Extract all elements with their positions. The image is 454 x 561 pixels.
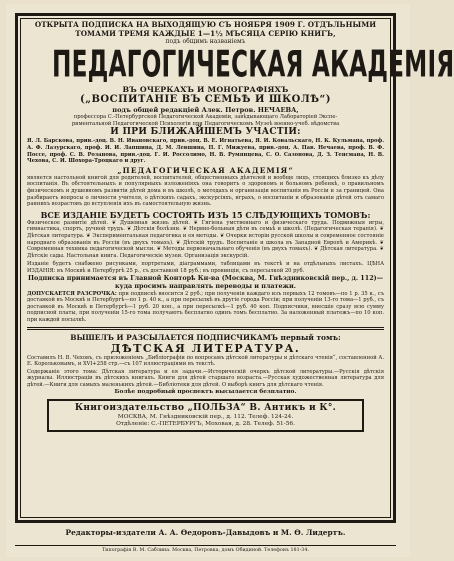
about-text: является настольной книгой для родителей, воспитателей, общественныхъ дѣятелей и вообще лицъ, стоящихъ близко къ дѣлу воспитанія. Въ обстоятельныхъ и популярныхъ изложеніяхъ она говоритъ о здоровомъ и больномъ ребенкѣ, о правильномъ физическомъ и душевномъ развитіи дѣтей дома и въ школѣ, о методахъ и организаціи воспитанія въ Россіи и за границей. Она разбираетъ вопросы о личности учителя, о дѣтскихъ садахъ, экскурсіяхъ, играхъ, о воспитаніи и образованіи дѣтей отъ самаго раннихъ возрастовъ до вступленія ихъ въ самостоятельную жизнь. (27, 174, 384, 208)
volumes-text: Физическое развитіе дѣтей. ❦ Душевная жизнь дѣтей. ❦ Гигіена умственнаго и физическаго труда. Подвижныя игры, гимнастика, спортъ, ручной трудъ. ❦ Дѣтскія болѣзни. ❦ Нервно-больныя дѣти въ семьѣ и школѣ. (Педагогическая терапія). ❦ Дѣтская литература. ❦ Экспериментальная педагогика и ея методы. ❦ Очерки исторіи русской школы и современное состояніе народнаго образованія въ Россіи (въ двухъ томахъ). ❦ Дѣтскій трудъ. Воспитаніе и школа въ Западной Европѣ и Америкѣ. ❦ Современная техника педагогической мысли. ❦ Методы первоначальнаго обученія (въ двухъ томахъ). ❦ Дѣтская литература. ❦ Дѣтскіе сады. Настольная книга. Педагогическіе музеи. Организація экскурсій. (27, 219, 384, 259)
pricing-text-1: Изданіе будетъ снабжено рисунками, портретами, діаграммами, таблицами въ текстѣ и на отдѣльныхъ листахъ. ЦѢНА ИЗДАНІЯ: въ Москвѣ и Петербургѣ 25 р., съ доставкой 18 руб.; въ провинціи, съ пересылкой 20 руб. (27, 261, 384, 274)
about-heading: „ПЕДАГОГИЧЕСКАЯ АКАДЕМІЯ“ (117, 165, 294, 175)
publisher-name: Книгоиздательство „ПОЛЬЗА“ В. Антикъ и К°. (74, 403, 337, 414)
participants-heading: И ПРИ БЛИЖАЙШЕМЪ УЧАСТІИ: (110, 127, 301, 138)
header-line-2: ТОМАМИ ТРЕМЯ КАЖДЫЕ 1—1½ МЪСЯЦА СЕРІЮ КНИГЪ, (75, 28, 336, 38)
poster-frame (15, 13, 454, 523)
editor-credentials (27, 114, 384, 127)
header-line-1: ОТКРЫТА ПОДПИСКА НА ВЫХОДЯЩУЮ СЪ НОЯБРЯ 1909 Г. ОТДЪЛЬНЫМИ (34, 20, 377, 29)
editors-line: Редакторы-издатели А. А. Ѳедоровъ-Давыдовъ и М. Ѳ. Лидертъ. (65, 528, 346, 537)
first-volume-text: Составилъ Н. В. Чеховъ, съ приложеніемъ „Библіографіи по вопросамъ дѣтской литературы и дѣтскаго чтенія“, составленной А. Е. Корольковымъ, и XVI+258 стр.—съ 107 иллюстраціями въ текстѣ. (27, 354, 384, 368)
editor-line-2: профессора С.-Петербургской Педагогической Академіи, завѣдывающаго Лабораторіей Экспе- (73, 114, 338, 121)
installment-text: при подпискѣ вносится 2 руб.; при полученіи каждаго изъ первыхъ 12 томовъ—по 1 р. 35 к., съ доставкой въ Москвѣ и Петербургѣ—по 1 р. 40 к., а при пересылкѣ въ другіе города Россіи; при полученіи 13-го тома—1 руб., съ доставкой въ Москвѣ и Петербургѣ—1 руб. 20 коп., а при пересылкѣ—1 руб. 40 коп. Подписчики, внесшіе сразу всю сумму подписной платы, при полученіи 15-го тома получаютъ бесплатно одинъ томъ бесплатно. За наложенный платежъ—по 10 коп. при каждой посылкѣ. (27, 290, 385, 324)
editor-line-1: подъ общей редакціей Алек. Петров. НЕЧАЕВА, (112, 106, 299, 115)
poster-sheet (6, 4, 454, 557)
editor-line-3: риментальной Педагогической Психологіи при Педагогическомъ Музеѣ военно-учеб. вѣдомства (71, 120, 340, 127)
main-title: ПЕДАГОГИЧЕСКАЯ АКАДЕМІЯ (51, 44, 454, 87)
volumes-heading: ВСЕ ИЗДАНІЕ БУДЕТЪ СОСТОЯТЬ ИЗЪ 15 СЛѢДУЮЩИХЪ ТОМОВЪ: (40, 209, 371, 220)
participants-text: Я. Л. Барскова, прив.-доц. В. Н. Ивановскаго, прив.-доц. В. Е. Игнатьева, Я. И. Ковальскаго, Н. К. Кульмана, проф. А. Ф. Лазурскаго, проф. И. И. Лапшина, Д. М. Левшина, П. Г. Мижуева, прив.-доц. А. Пав. Нечаева, проф. В. Ф. Поссе, проф. С. В. Розанова, прив.-доц. Г. И. Россолимо, Н. В. Румянцева, С. О. Сазонова, Д. З. Тенсмана, Н. В. Чехова, С. И. Шохора-Троцкаго и друг. (27, 138, 384, 165)
section-divider (27, 327, 384, 330)
first-volume-contents: Содержаніе этого тома: Дѣтская литература и ея задачи.—Историческій очеркъ дѣтской литературы.—Русскія дѣтскія журналы. Иллюстраціи въ дѣтскихъ книгахъ. Книги для дѣтей старшаго возраста.—Русская художественная литература для дѣтей.—Книги для самыхъ маленькихъ дѣтей.—Библіотеки для дѣтей. О выборѣ книгъ для дѣтскаго чтенія. (27, 368, 384, 388)
slogan: („ВОСПИТАНІЕ ВЪ СЕМЬѢ И ШКОЛѢ“) (79, 94, 332, 106)
in-essays-line: ВЪ ОЧЕРКАХЪ И МОНОГРАФІЯХЪ (122, 85, 289, 95)
publisher-box (47, 399, 364, 432)
subscription-header (27, 21, 384, 38)
installment-heading: ДОПУСКАЕТСЯ РАЗСРОЧКА: (27, 290, 117, 297)
publisher-address-1: МОСКВА, М. Гнѣздниковскій пер., д. 112. Телеф. 124-24. (117, 414, 294, 421)
first-volume-title: ДѢТСКАЯ ЛИТЕРАТУРА. (110, 341, 301, 355)
header-line-3: подъ общимъ названіемъ (165, 38, 246, 46)
first-volume-heading: ВЫШЕЛЪ И РАЗСЫЛАЕТСЯ ПОДПИСЧИКАМЪ первый томъ: (70, 332, 341, 342)
subscribe-heading: Подписка принимается въ Главной Конторѣ Кн-ва (Москва, М. Гнѣздниковскій пер., д. 112)—куда просимъ направлять переводы и платежи. (27, 274, 384, 291)
printer-line: Типографія В. М. Саблина. Москва, Петровка, домъ Обидиной. Телефонъ 181-34. (15, 545, 396, 554)
prospectus-note: Болѣе подробный проспектъ высылается безплатно. (114, 388, 297, 395)
publisher-address-2: Отдѣленіе: С.-ПЕТЕРБУРГЪ, Моховая, д. 28. Телеф. 51-56. (116, 421, 295, 428)
installment-block (27, 291, 384, 324)
